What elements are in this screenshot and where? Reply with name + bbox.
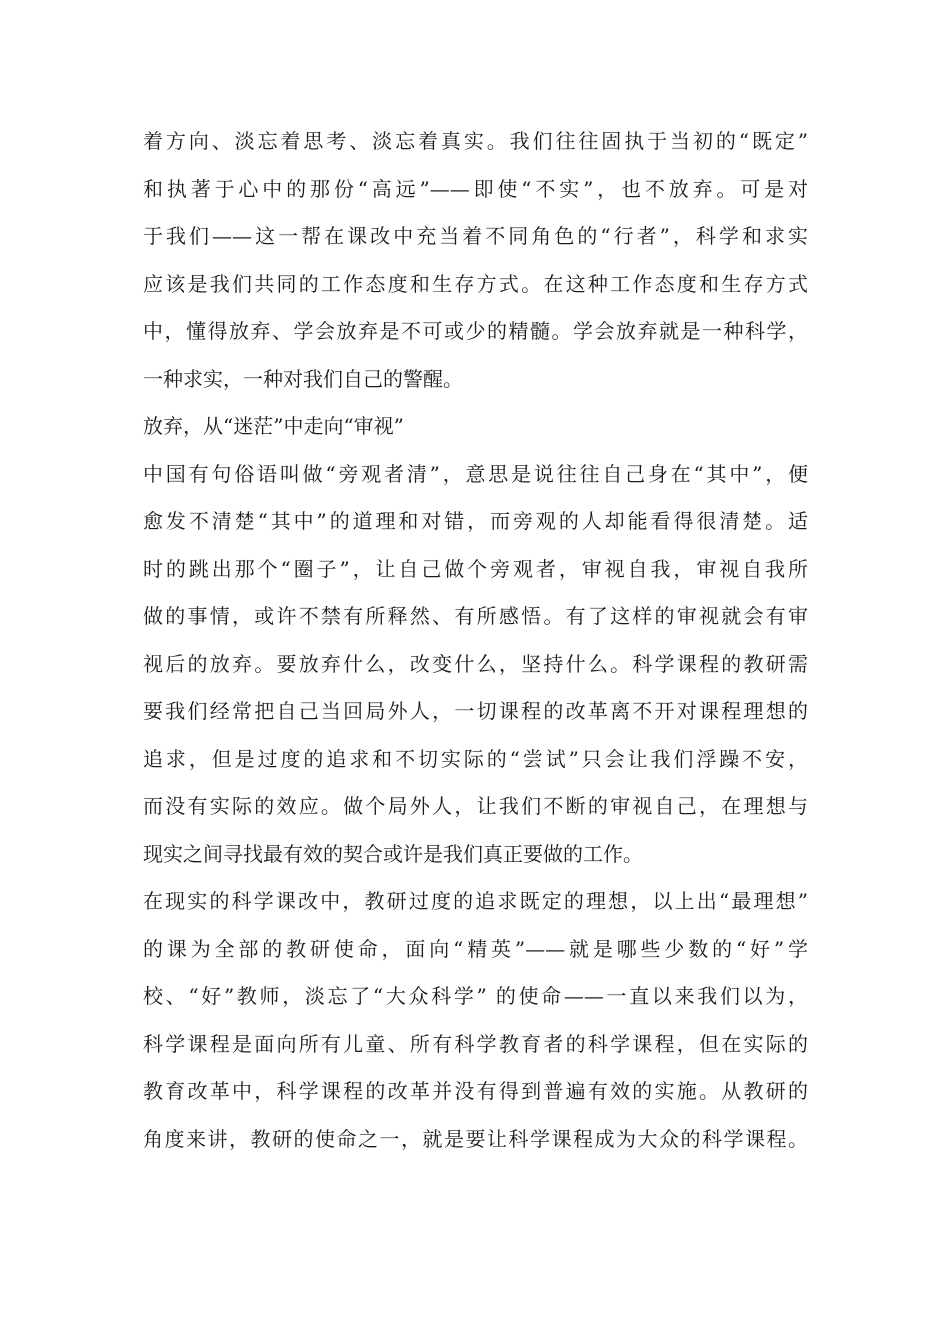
text-line: 角度来讲，教研的使命之一，就是要让科学课程成为大众的科学课程。 bbox=[143, 1126, 808, 1151]
text-line: 时的跳出那个“圈子”，让自己做个旁观者，审视自我，审视自我所 bbox=[143, 556, 808, 581]
text-line: 一种求实，一种对我们自己的警醒。 bbox=[143, 366, 463, 391]
text-line: 着方向、淡忘着思考、淡忘着真实。我们往往固执于当初的“既定” bbox=[143, 129, 808, 153]
text-line: 和执著于心中的那份“高远”——即使“不实”，也不放弃。可是对 bbox=[143, 176, 808, 201]
section-heading: 放弃，从“迷茫”中走向“审视” bbox=[143, 414, 404, 438]
text-line: 的课为全部的教研使命，面向“精英”——就是哪些少数的“好”学 bbox=[143, 936, 808, 961]
text-line: 中，懂得放弃、学会放弃是不可或少的精髓。学会放弃就是一种科学， bbox=[143, 319, 808, 343]
text-line: 要我们经常把自己当回局外人，一切课程的改革离不开对课程理想的 bbox=[143, 699, 808, 723]
text-line: 现实之间寻找最有效的契合或许是我们真正要做的工作。 bbox=[143, 841, 643, 866]
text-line: 中国有句俗语叫做“旁观者清”，意思是说往往自己身在“其中”，便 bbox=[143, 461, 808, 486]
text-line: 追求，但是过度的追求和不切实际的“尝试”只会让我们浮躁不安， bbox=[143, 746, 808, 771]
text-line: 校、“好”教师，淡忘了“大众科学” 的使命——一直以来我们以为， bbox=[143, 984, 808, 1008]
text-line: 做的事情，或许不禁有所释然、有所感悟。有了这样的审视就会有审 bbox=[143, 604, 808, 628]
text-line: 应该是我们共同的工作态度和生存方式。在这种工作态度和生存方式 bbox=[143, 271, 808, 296]
body-text bbox=[143, 118, 808, 1163]
text-line: 愈发不清楚“其中”的道理和对错，而旁观的人却能看得很清楚。适 bbox=[143, 509, 808, 533]
text-line: 在现实的科学课改中，教研过度的追求既定的理想，以上出“最理想” bbox=[143, 889, 808, 913]
text-line: 科学课程是面向所有儿童、所有科学教育者的科学课程，但在实际的 bbox=[143, 1031, 808, 1056]
text-line: 视后的放弃。要放弃什么，改变什么，坚持什么。科学课程的教研需 bbox=[143, 651, 808, 676]
text-line: 而没有实际的效应。做个局外人，让我们不断的审视自己，在理想与 bbox=[143, 794, 808, 818]
text-line: 于我们——这一帮在课改中充当着不同角色的“行者”，科学和求实 bbox=[143, 224, 808, 248]
text-line: 教育改革中，科学课程的改革并没有得到普遍有效的实施。从教研的 bbox=[143, 1079, 808, 1103]
